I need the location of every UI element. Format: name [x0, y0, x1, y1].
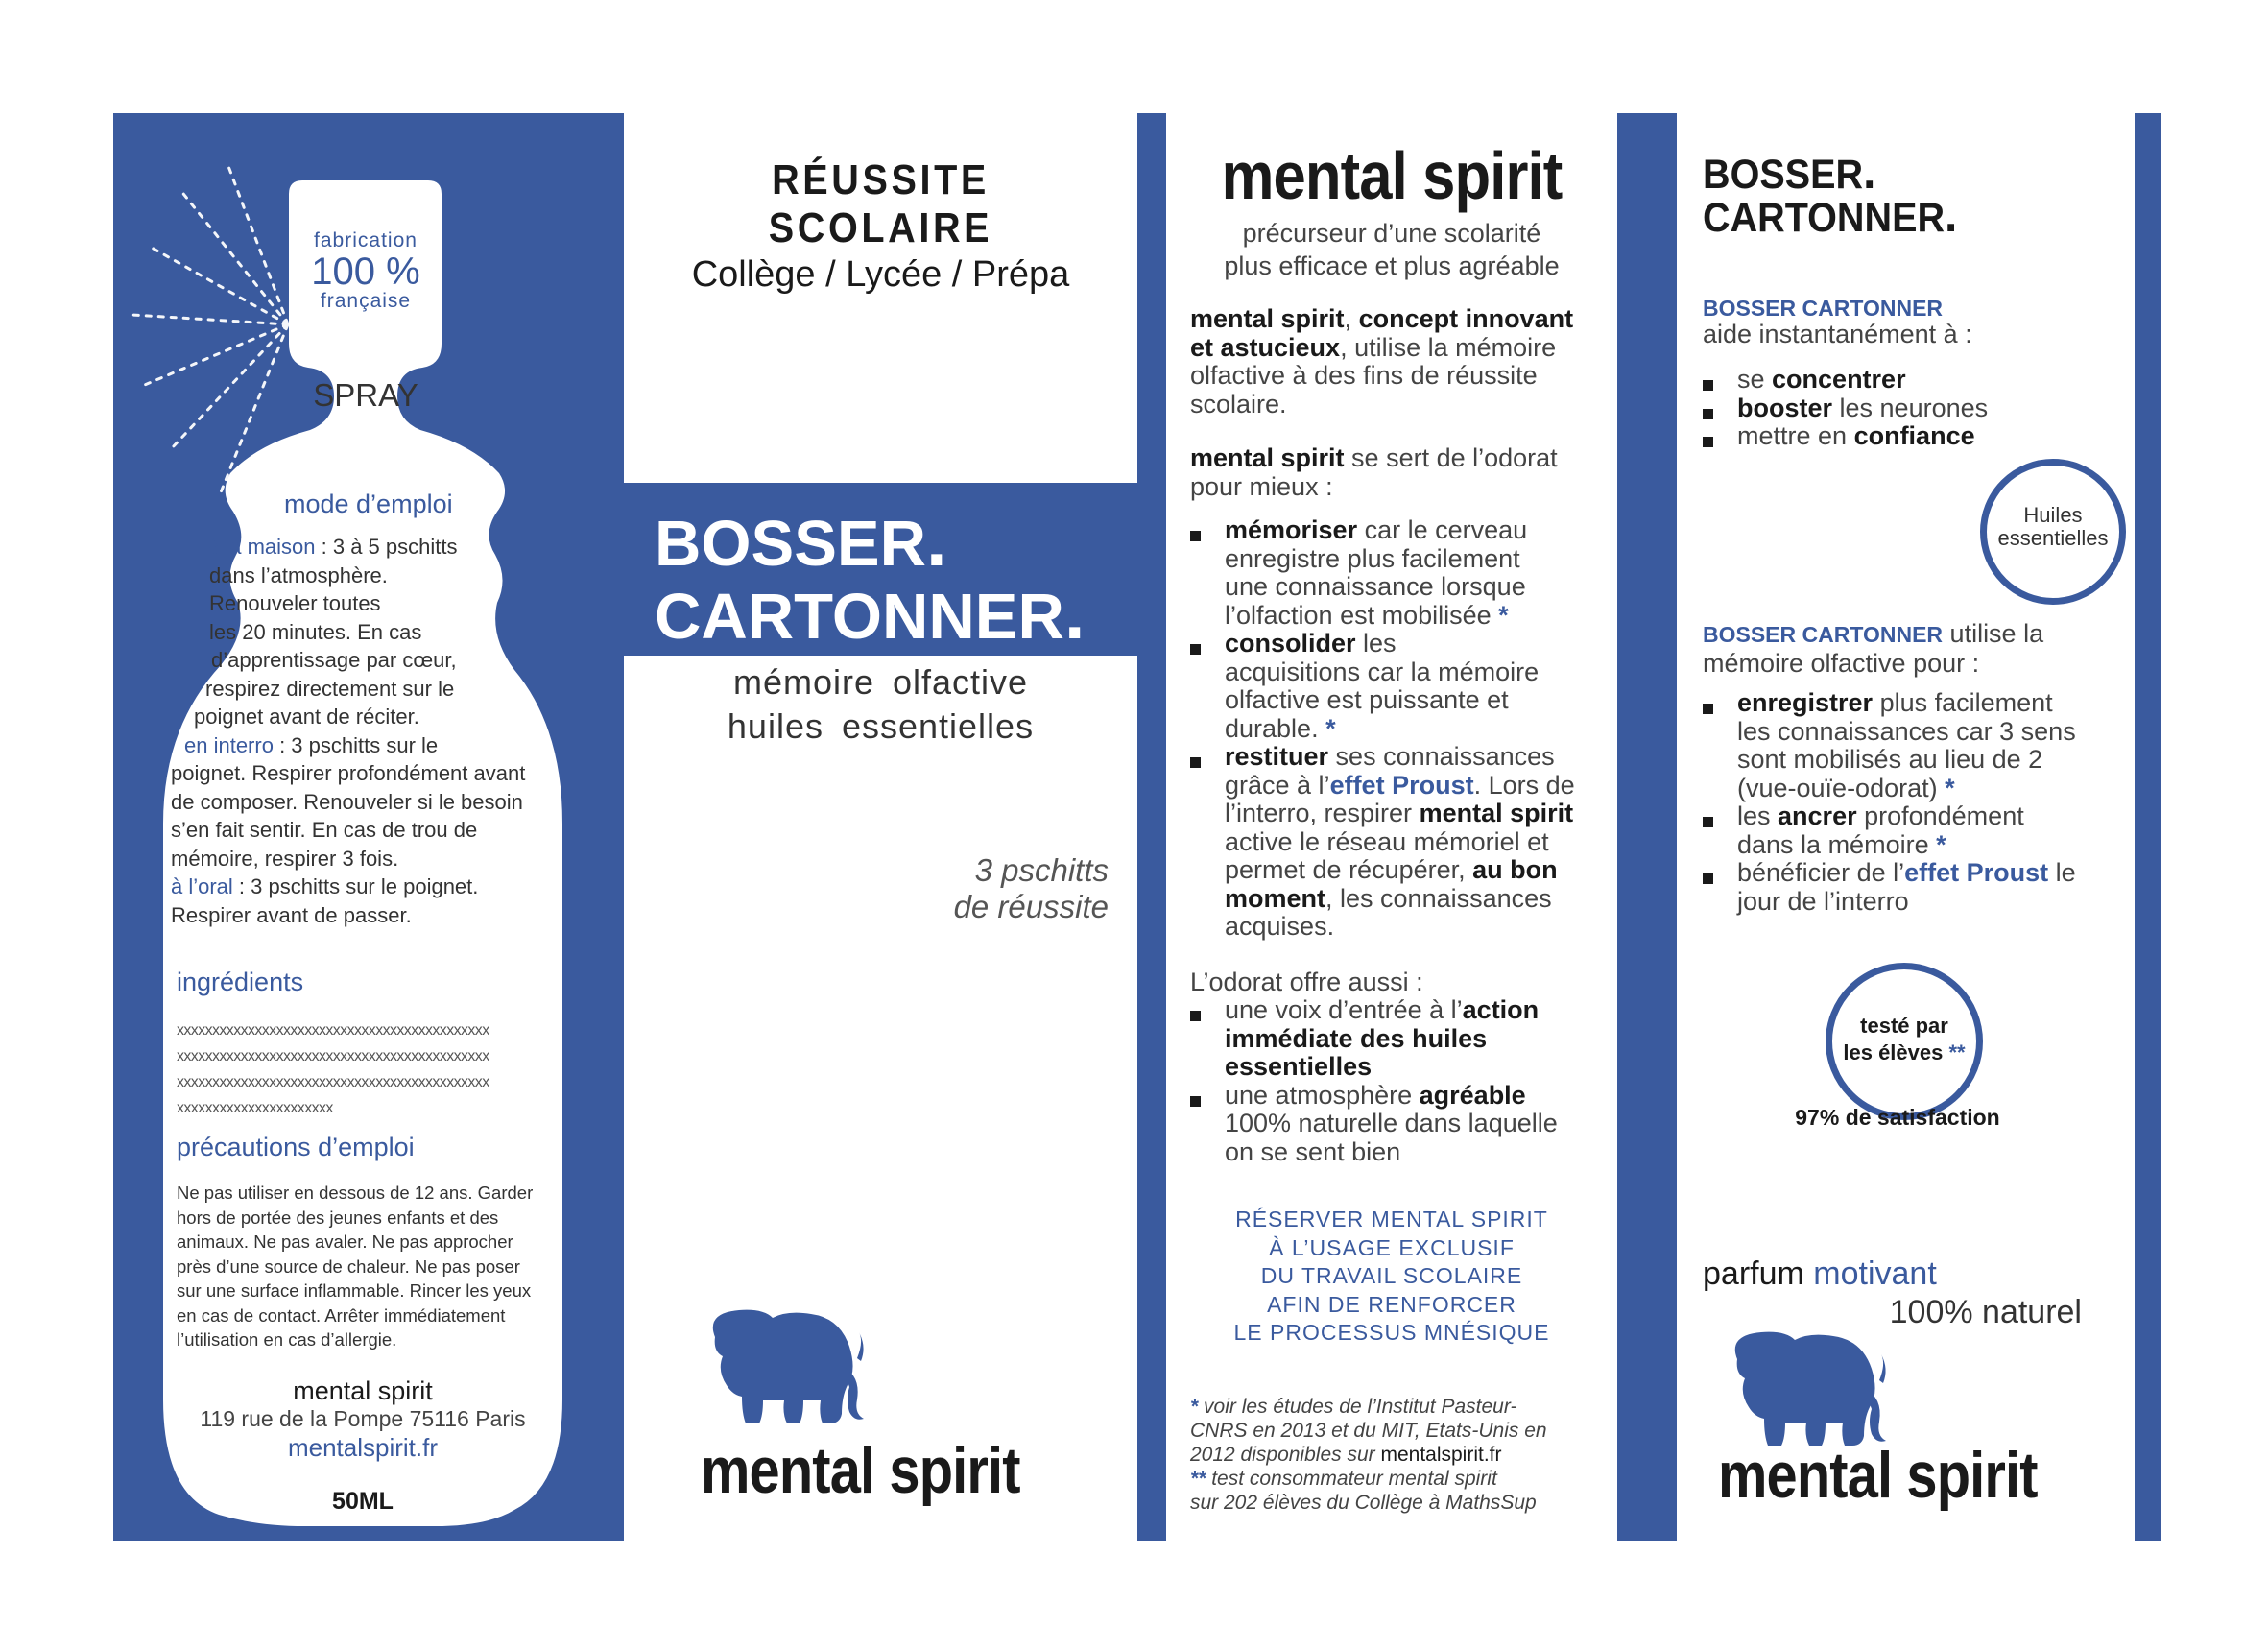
text-line	[1225, 1110, 1612, 1138]
text-line	[1225, 1025, 1612, 1054]
text-run: mettre en	[1737, 421, 1854, 450]
text-line	[1737, 831, 2125, 860]
mode-line	[171, 845, 560, 873]
front-tagline	[624, 660, 1137, 749]
spray-label: SPRAY	[313, 377, 418, 413]
mode-line	[171, 533, 560, 562]
text-run: enregistre plus facilement	[1225, 543, 1520, 573]
mode-text: Respirer avant de passer.	[171, 902, 412, 927]
text-run: 2012 disponibles sur	[1190, 1444, 1381, 1466]
text-line	[1225, 545, 1612, 574]
bold-text: restituer	[1225, 742, 1329, 771]
text-run: se	[1737, 365, 1773, 394]
front-banner	[624, 483, 1137, 656]
mode-line	[171, 759, 560, 788]
text-run: on se sent bien	[1225, 1136, 1401, 1166]
uses-intro	[1703, 620, 2125, 678]
mode-line	[171, 731, 560, 760]
odorat-paragraph	[1190, 444, 1603, 501]
mode-emploi-text	[171, 533, 560, 929]
text-line	[1225, 630, 1612, 658]
usage-notice	[1166, 1206, 1617, 1348]
text-line	[1190, 1395, 1612, 1419]
mode-text: d’apprentissage par cœur,	[211, 648, 457, 672]
bold-text: mental spirit	[1190, 443, 1345, 472]
mode-line	[171, 873, 560, 901]
badge-text	[1987, 504, 2119, 550]
text-run: (vue-ouïe-odorat)	[1737, 773, 1946, 802]
mode-text: poignet avant de réciter.	[194, 705, 419, 729]
mode-line	[171, 675, 560, 704]
intro-brand: BOSSER CARTONNER	[1703, 296, 1944, 321]
text-run: les	[1737, 801, 1779, 830]
list-item	[1190, 743, 1612, 942]
text-run: acquises.	[1225, 912, 1335, 941]
odorat-offers-title: L’odorat offre aussi :	[1190, 968, 1423, 996]
back-logo-text: mental spirit	[1718, 1439, 2038, 1512]
badge-line1: Huiles	[2023, 503, 2083, 527]
text-run: l’olfaction est mobilisée	[1225, 600, 1499, 630]
text-line	[1225, 743, 1612, 772]
text-line	[1225, 602, 1612, 631]
subtitle-line1: précurseur d’une scolarité	[1242, 219, 1541, 248]
footnote-marker: *	[1936, 829, 1946, 859]
tested-line1: testé par	[1860, 1014, 1948, 1038]
text-run: durable.	[1225, 713, 1326, 743]
text-line	[1737, 746, 2125, 775]
footnote-marker: *	[1945, 773, 1955, 802]
address: 119 rue de la Pompe 75116 Paris	[200, 1406, 526, 1432]
text-line	[1737, 422, 2106, 451]
bold-text: booster	[1737, 393, 1833, 422]
list-item	[1703, 802, 2125, 859]
text-run: ses connaissances	[1328, 742, 1555, 771]
precautions-title: précautions d’emploi	[177, 1133, 415, 1161]
text-line	[1737, 718, 2125, 747]
bold-text: action	[1462, 995, 1540, 1024]
precaution-line: en cas de contact. Arrêter immédiatement	[177, 1304, 506, 1326]
mode-text: les 20 minutes. En cas	[209, 619, 422, 644]
brand-name: mental spirit	[293, 1376, 433, 1405]
text-run: une voix d’entrée à l’	[1225, 995, 1463, 1024]
text-run: bénéficier de l’	[1737, 858, 1905, 887]
text-run: olfactive à des fins de réussite	[1190, 361, 1538, 390]
list-item	[1703, 859, 2125, 916]
bold-text: confiance	[1853, 421, 1975, 450]
description-title: mental spirit	[1221, 138, 1563, 213]
text-run: l’interro, respirer	[1225, 799, 1420, 827]
text-run: voir les études de l’Institut Pasteur-	[1198, 1396, 1517, 1418]
bold-text: mental spirit	[1419, 799, 1574, 827]
notice-line: DU TRAVAIL SCOLAIRE	[1260, 1263, 1523, 1288]
back-title-bosser: BOSSER.	[1703, 144, 1876, 200]
mode-text: : 3 à 5 pschitts	[315, 535, 458, 559]
bold-text: au bon	[1472, 855, 1558, 884]
text-run: grâce à l’	[1225, 770, 1330, 800]
francaise-text: française	[320, 290, 412, 312]
precaution-line: l’utilisation en cas d’allergie.	[177, 1329, 397, 1350]
text-line	[1190, 444, 1603, 473]
text-run: car le cerveau	[1357, 515, 1528, 544]
front-header	[624, 156, 1137, 296]
volume-label: 50ML	[332, 1488, 394, 1515]
made-in-france-label	[289, 230, 442, 311]
list-item	[1190, 996, 1612, 1082]
text-line	[1190, 1491, 1612, 1515]
banner-cartonner: CARTONNER.	[655, 570, 1086, 655]
mode-line	[171, 788, 560, 817]
back-title-cartonner: CARTONNER.	[1703, 187, 1958, 243]
list-item	[1703, 395, 2106, 423]
back-title	[1703, 144, 1958, 243]
text-line	[1190, 362, 1603, 391]
precaution-line: Ne pas utiliser en dessous de 12 ans. Garder	[177, 1183, 534, 1203]
text-line	[1225, 772, 1612, 801]
tested-line2: les élèves **	[1843, 1040, 1966, 1064]
list-item	[1190, 1082, 1612, 1167]
mode-line	[171, 901, 560, 930]
mode-text: : 3 pschitts sur le poignet.	[232, 874, 479, 898]
text-run: plus facilement	[1873, 688, 2053, 717]
text-run: une atmosphère	[1225, 1080, 1420, 1110]
mode-text: s’en fait sentir. En cas de trou de	[171, 818, 478, 842]
text-run: sur 202 élèves du Collège à MathsSup	[1190, 1492, 1537, 1514]
text-line	[1225, 516, 1612, 545]
satisfaction-label: 97% de satisfaction	[1795, 1105, 2000, 1130]
text-run: permet de récupérer,	[1225, 855, 1473, 884]
text-line	[1737, 802, 2125, 831]
bold-text: et astucieux	[1190, 332, 1341, 362]
text-run: pour mieux :	[1190, 471, 1333, 501]
text-run: les	[1355, 629, 1397, 658]
mode-text: dans l’atmosphère.	[209, 562, 388, 587]
effet-proust-text: effet Proust	[1329, 770, 1474, 800]
bold-text: mental spirit	[1190, 304, 1345, 333]
bold-text: consolider	[1225, 629, 1356, 658]
mode-text: mémoire, respirer 3 fois.	[171, 846, 399, 871]
aid-list	[1703, 366, 2106, 451]
notice-line: À L’USAGE EXCLUSIF	[1269, 1234, 1515, 1260]
mode-keyword: à la maison	[207, 535, 316, 559]
precaution-line: animaux. Ne pas avaler. Ne pas approcher	[177, 1232, 513, 1252]
footnote-test	[1190, 1467, 1612, 1515]
tested-text	[1832, 1013, 1976, 1066]
text-run: se sert de l’odorat	[1344, 443, 1558, 472]
intro-paragraph	[1190, 305, 1603, 418]
text-run: , les connaissances	[1325, 883, 1552, 913]
text-line	[1190, 1443, 1612, 1467]
intro-text: aide instantanément à :	[1703, 320, 1972, 348]
text-line	[1190, 334, 1603, 363]
text-line	[1737, 775, 2125, 803]
text-line	[1225, 1082, 1612, 1111]
footnote-marker: *	[1498, 600, 1509, 630]
bold-text: concentrer	[1772, 365, 1906, 394]
ingredient-line: xxxxxxxxxxxxxxxxxxxxxxxxxxxxxxxxxxxxxxxxxxxx	[177, 1048, 489, 1064]
list-item	[1703, 422, 2106, 451]
text-run: olfactive est puissante et	[1225, 685, 1509, 714]
pschitts-line1: 3 pschitts	[974, 852, 1109, 888]
natural-line: 100% naturel	[1889, 1294, 2082, 1330]
reussite-title: RÉUSSITE SCOLAIRE	[768, 156, 993, 251]
text-line	[1225, 715, 1612, 744]
odorat-offers-list	[1190, 996, 1612, 1166]
front-logo-text: mental spirit	[701, 1434, 1020, 1507]
text-run: CNRS en 2013 et du MIT, Etats-Unis en	[1190, 1420, 1547, 1442]
notice-line: AFIN DE RENFORCER	[1267, 1291, 1516, 1317]
percent-text: 100 %	[311, 251, 420, 293]
mode-text: respirez directement sur le	[205, 676, 455, 701]
bold-text: moment	[1225, 883, 1326, 913]
pschitts-line2: de réussite	[953, 889, 1109, 924]
text-run: sont mobilisés au lieu de 2	[1737, 745, 2043, 774]
text-line	[1737, 366, 2106, 395]
spray-mist-icon	[123, 132, 315, 536]
text-run: 100% naturelle dans laquelle	[1225, 1109, 1558, 1137]
text-line	[1225, 996, 1612, 1025]
text-run: , utilise la mémoire	[1340, 332, 1557, 362]
mode-text: de composer. Renouveler si le besoin	[171, 789, 523, 814]
text-run: scolaire.	[1190, 389, 1287, 418]
mode-line	[171, 589, 560, 618]
text-line	[1190, 1419, 1612, 1443]
tagline-memoire: mémoire olfactive	[732, 662, 1029, 702]
description-subtitle	[1166, 217, 1617, 282]
footnote-marker: **	[1190, 1468, 1206, 1490]
text-line	[1225, 885, 1612, 914]
text-run: dans la mémoire	[1737, 829, 1937, 859]
list-item	[1703, 689, 2125, 802]
mode-text: : 3 pschitts sur le	[273, 732, 439, 757]
bold-text: ancrer	[1778, 801, 1857, 830]
bold-text: mémoriser	[1225, 515, 1358, 544]
mode-text: poignet. Respirer profondément avant	[171, 761, 526, 785]
list-item	[1190, 630, 1612, 743]
panel-front	[624, 113, 1137, 1541]
ingredients-title: ingrédients	[177, 968, 304, 996]
bold-text: agréable	[1419, 1080, 1526, 1110]
text-run: les connaissances car 3 sens	[1737, 716, 2076, 746]
precaution-line: sur une surface inflammable. Rincer les yeux	[177, 1280, 532, 1301]
list-item	[1190, 516, 1612, 630]
text-line	[1225, 658, 1612, 687]
ingredient-line: xxxxxxxxxxxxxxxxxxxxxx	[177, 1100, 333, 1116]
elephant-logo-icon	[1718, 1330, 1891, 1455]
precaution-line: près d’une source de chaleur. Ne pas poser	[177, 1255, 520, 1277]
panel-description	[1166, 113, 1617, 1541]
list-item	[1703, 366, 2106, 395]
notice-line: RÉSERVER MENTAL SPIRIT	[1235, 1207, 1548, 1232]
essential-oils-badge	[1980, 459, 2126, 605]
mode-keyword: en interro	[184, 732, 274, 757]
panel-back	[1677, 113, 2135, 1541]
tagline-huiles: huiles essentielles	[727, 706, 1035, 746]
footnote-marker: *	[1325, 713, 1336, 743]
bold-text: immédiate des huiles	[1225, 1023, 1488, 1053]
text-line	[1737, 859, 2125, 888]
text-line	[1225, 800, 1612, 828]
text-run: le	[2048, 858, 2076, 887]
mode-line	[171, 816, 560, 845]
mode-keyword: à l’oral	[171, 874, 233, 898]
text-run: acquisitions car la mémoire	[1225, 657, 1540, 686]
mode-line	[171, 618, 560, 647]
text-run: profondément	[1856, 801, 2024, 830]
text-line	[1225, 856, 1612, 885]
website-link[interactable]: mentalspirit.fr	[1380, 1444, 1502, 1466]
text-run: une connaissance lorsque	[1225, 572, 1526, 601]
subtitle-line2: plus efficace et plus agréable	[1224, 251, 1560, 280]
mode-line	[171, 562, 560, 590]
right-edge-strip	[2135, 113, 2161, 1541]
contact-block	[163, 1375, 562, 1463]
text-line	[1737, 888, 2125, 917]
fabrication-text: fabrication	[314, 229, 418, 251]
footnote-marker: *	[1190, 1396, 1199, 1418]
bold-text: enregistrer	[1737, 688, 1874, 717]
footnote-studies	[1190, 1395, 1612, 1467]
uses-line1: BOSSER CARTONNER utilise la	[1703, 619, 2044, 648]
text-line	[1225, 1138, 1612, 1167]
text-line	[1225, 1053, 1612, 1082]
divider-strip-2	[1617, 113, 1677, 1541]
uses-line2: mémoire olfactive pour :	[1703, 648, 1980, 678]
panel-bottle-label	[113, 113, 624, 1541]
precautions-text	[177, 1181, 533, 1352]
ingredient-line: xxxxxxxxxxxxxxxxxxxxxxxxxxxxxxxxxxxxxxxxxxxx	[177, 1074, 489, 1090]
levels-subtitle: Collège / Lycée / Prépa	[691, 254, 1070, 295]
text-line	[1737, 395, 2106, 423]
mode-line	[171, 646, 560, 675]
text-line	[1225, 913, 1612, 942]
text-line	[1225, 828, 1612, 857]
text-line	[1225, 573, 1612, 602]
text-line	[1190, 305, 1603, 334]
effet-proust-text: effet Proust	[1904, 858, 2049, 887]
benefits-list	[1190, 516, 1612, 942]
text-line	[1190, 473, 1603, 502]
text-line	[1190, 391, 1603, 419]
text-line	[1190, 1467, 1612, 1491]
banner-bosser: BOSSER.	[655, 497, 947, 582]
pschitts-tagline	[954, 852, 1109, 925]
elephant-logo-icon	[696, 1308, 869, 1433]
mode-emploi-title: mode d’emploi	[284, 490, 453, 518]
text-run: test consommateur mental spirit	[1206, 1468, 1497, 1490]
ingredients-text	[177, 1017, 489, 1121]
text-run: les neurones	[1832, 393, 1989, 422]
website-link[interactable]: mentalspirit.fr	[287, 1432, 439, 1462]
text-run: . Lors de	[1473, 770, 1575, 800]
text-line	[1737, 689, 2125, 718]
ingredient-line: xxxxxxxxxxxxxxxxxxxxxxxxxxxxxxxxxxxxxxxxxxxx	[177, 1022, 489, 1039]
text-line	[1225, 686, 1612, 715]
precaution-line: hors de portée des jeunes enfants et des	[177, 1207, 499, 1228]
bold-text: concept innovant	[1358, 304, 1574, 333]
badge-line2: essentielles	[1997, 526, 2109, 550]
uses-list	[1703, 689, 2125, 916]
bold-text: essentielles	[1225, 1052, 1373, 1081]
mode-line	[171, 703, 560, 731]
divider-strip	[1137, 113, 1166, 1541]
mode-text: Renouveler toutes	[209, 591, 381, 615]
notice-line: LE PROCESSUS MNÉSIQUE	[1233, 1320, 1550, 1345]
text-run: active le réseau mémoriel et	[1225, 826, 1549, 856]
text-run: ,	[1344, 304, 1359, 333]
text-run: jour de l’interro	[1737, 886, 1909, 916]
tested-badge	[1826, 963, 1983, 1120]
parfum-line: parfum motivant	[1703, 1255, 1937, 1292]
